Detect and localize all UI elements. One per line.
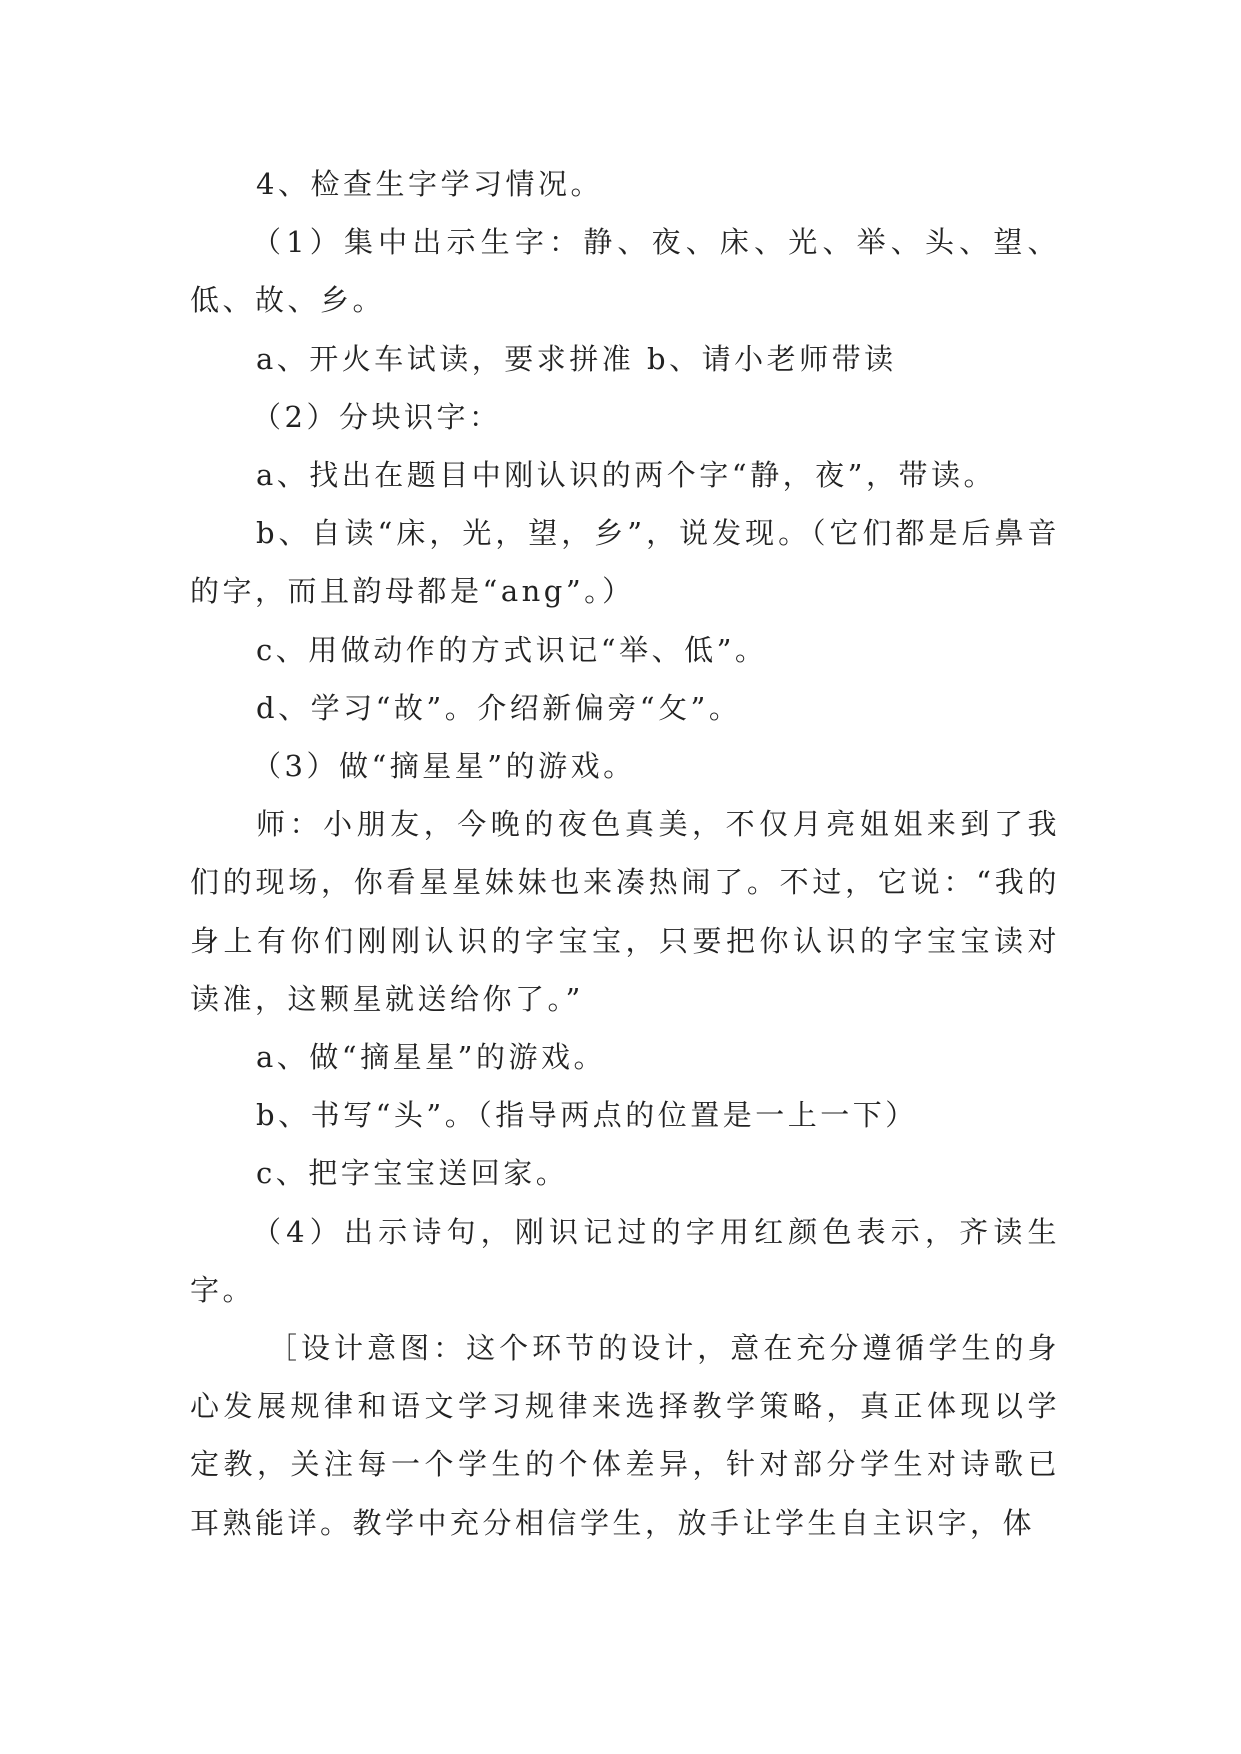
paragraph-train-reading: a、开火车试读，要求拼准 b、请小老师带读 <box>256 341 897 376</box>
paragraph-write-character: b、书写“头”。（指导两点的位置是一上一下） <box>256 1098 918 1133</box>
paragraph-group-recognition: （2）分块识字： <box>252 399 502 434</box>
paragraph-step-4: 4、检查生字学习情况。 <box>256 167 603 201</box>
paragraph-self-reading: b、自读“床，光，望，乡”，说发现。（它们都是后鼻音的字，而且韵母都是“ang”。） <box>190 516 1060 609</box>
paragraph-star-game: （3）做“摘星星”的游戏。 <box>252 749 636 784</box>
paragraph-play-game: a、做“摘星星”的游戏。 <box>256 1040 606 1075</box>
paragraph-find-characters: a、找出在题目中刚认识的两个字“静，夜”，带读。 <box>256 458 996 493</box>
paragraph-show-poem: （4）出示诗句，刚识记过的字用红颜色表示，齐读生字。 <box>190 1214 1060 1307</box>
paragraph-send-home: c、把字宝宝送回家。 <box>256 1156 569 1191</box>
document-body <box>190 155 1060 1552</box>
paragraph-design-intent: ［设计意图：这个环节的设计，意在充分遵循学生的身心发展规律和语文学习规律来选择教学策略，真正体现以学定教，关注每一个学生的个体差异，针对部分学生对诗歌已耳熟能详。教学中充分相信学生，放手让学生自主识字，体 <box>190 1331 1060 1540</box>
paragraph-teacher-dialogue: 师：小朋友，今晚的夜色真美，不仅月亮姐姐来到了我们的现场，你看星星妹妹也来凑热闹了。不过，它说：“我的身上有你们刚刚认识的字宝宝，只要把你认识的字宝宝读对读准，这颗星就送给你了。” <box>190 807 1060 1016</box>
paragraph-learn-radical: d、学习“故”。介绍新偏旁“攵”。 <box>256 690 742 725</box>
paragraph-show-characters: （1）集中出示生字：静、夜、床、光、举、头、望、低、故、乡。 <box>190 225 1060 318</box>
paragraph-action-memory: c、用做动作的方式识记“举、低”。 <box>256 632 768 667</box>
